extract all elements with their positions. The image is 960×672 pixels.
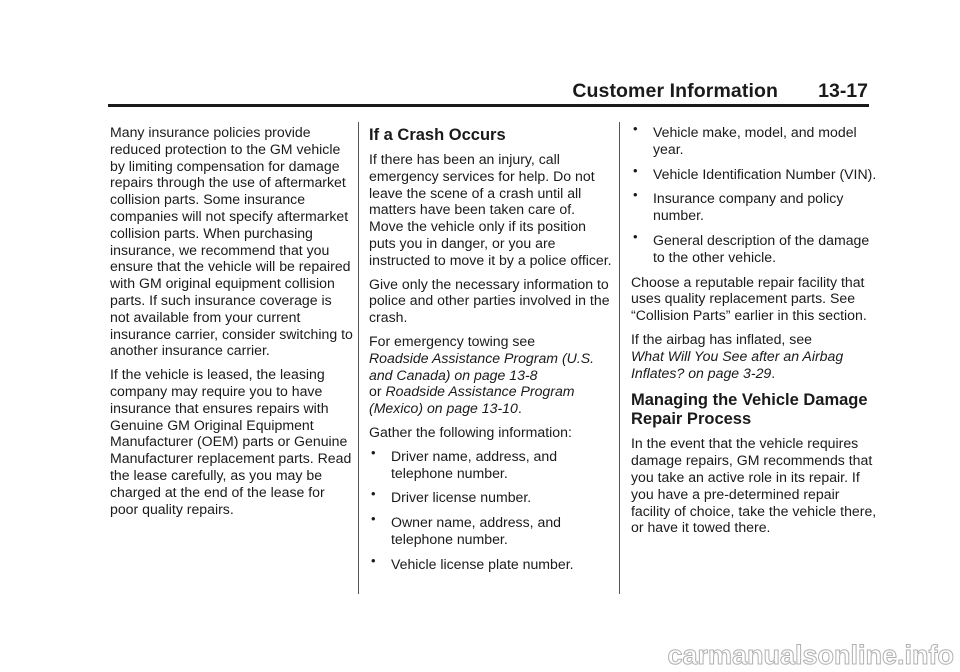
list-item	[631, 187, 877, 224]
list-item-text: Vehicle Identification Number (VIN).	[653, 165, 877, 182]
list-item-text: Driver license number.	[391, 489, 532, 506]
bullet-icon: •	[371, 444, 376, 460]
list-item-text: Insurance company and policy number.	[653, 190, 844, 224]
bullet-icon: •	[633, 187, 638, 203]
list-item	[369, 511, 613, 548]
page-header	[108, 80, 868, 102]
watermark-logo	[602, 640, 954, 670]
paragraph-emergency-towing	[369, 333, 613, 417]
list-item-text: Vehicle make, model, and model year.	[653, 124, 857, 157]
bullet-icon: •	[633, 228, 638, 244]
towing-intro: For emergency towing see	[369, 332, 536, 349]
link-roadside-mexico[interactable]: Roadside Assistance Program (Mexico) on page 13-10	[369, 383, 575, 417]
paragraph-injury: If there has been an injury, call emergency services for help. Do not leave the scene of a crash until all matters have been taken care of. Move the vehicle only if its position puts you in danger, or you are instructed to move it by a police officer.	[369, 151, 612, 268]
list-item	[369, 552, 613, 573]
paragraph-damage-repairs: In the event that the vehicle requires damage repairs, GM recommends that you take an active role in its repair. If you have a pre-determined repair facility of choice, take the vehicle there, or have it towed there.	[631, 435, 877, 536]
list-item	[369, 444, 613, 482]
watermark-text: carmanualsonline.info	[667, 640, 954, 670]
paragraph-airbag	[631, 331, 877, 381]
list-item-text: Owner name, address, and telephone number.	[391, 514, 561, 547]
header-rule	[108, 104, 869, 107]
list-item	[631, 228, 877, 266]
section-title: Customer Information	[572, 80, 778, 102]
column-divider-1	[358, 122, 359, 594]
page-number: 13-17	[818, 80, 868, 102]
heading-if-a-crash-occurs: If a Crash Occurs	[369, 126, 506, 144]
list-item	[631, 162, 877, 183]
bullet-icon: •	[633, 162, 638, 178]
column-1	[110, 124, 354, 524]
column-3	[631, 121, 877, 543]
paragraph-insurance-policies: Many insurance policies provide reduced protection to the GM vehicle by limiting compensation for damage repairs through the use of aftermarket collision parts. Some insurance companies will not specify aftermarket collision parts. When purchasing insurance, we recommend that you ensure that the vehicle will be repaired with GM original equipment collision parts. If such insurance coverage is not available from your current insurance carrier, consider switching to another insurance carrier.	[110, 124, 353, 359]
towing-end: .	[517, 400, 522, 417]
link-airbag-inflates[interactable]: What Will You See after an Airbag Inflates? on page 3-29	[631, 347, 844, 381]
bullet-icon: •	[633, 121, 638, 136]
bullet-icon: •	[371, 486, 376, 502]
information-list	[369, 444, 613, 573]
airbag-intro: If the airbag has inflated, see	[631, 330, 812, 347]
paragraph-repair-facility: Choose a reputable repair facility that uses quality replacement parts. See “Collision Parts” earlier in this section.	[631, 273, 867, 324]
list-item-text: Vehicle license plate number.	[391, 555, 574, 572]
list-item	[369, 486, 613, 506]
paragraph-necessary-information: Give only the necessary information to police and other parties involved in the crash.	[369, 275, 610, 326]
heading-managing-repair-process: Managing the Vehicle Damage Repair Process	[631, 391, 868, 429]
list-item-text: Driver name, address, and telephone number.	[391, 447, 558, 481]
column-2	[369, 124, 613, 581]
list-item	[631, 121, 877, 158]
paragraph-leased-vehicle: If the vehicle is leased, the leasing company may require you to have insurance that ensures repairs with Genuine GM Original Equipment Manufacturer (OEM) parts or Genuine Manufacturer replacement parts. Read the lease carefully, as you may be charged at the end of the lease for poor quality repairs.	[110, 366, 352, 517]
towing-or: or	[369, 383, 382, 400]
column-divider-2	[619, 122, 620, 594]
list-item-text: General description of the damage to the other vehicle.	[653, 231, 870, 265]
information-list-continued	[631, 121, 877, 266]
bullet-icon: •	[371, 511, 376, 527]
airbag-end: .	[771, 364, 776, 381]
link-roadside-us-canada[interactable]: Roadside Assistance Program (U.S. and Canada) on page 13-8	[369, 349, 595, 383]
bullet-icon: •	[371, 552, 376, 568]
paragraph-gather-information: Gather the following information:	[369, 423, 572, 440]
